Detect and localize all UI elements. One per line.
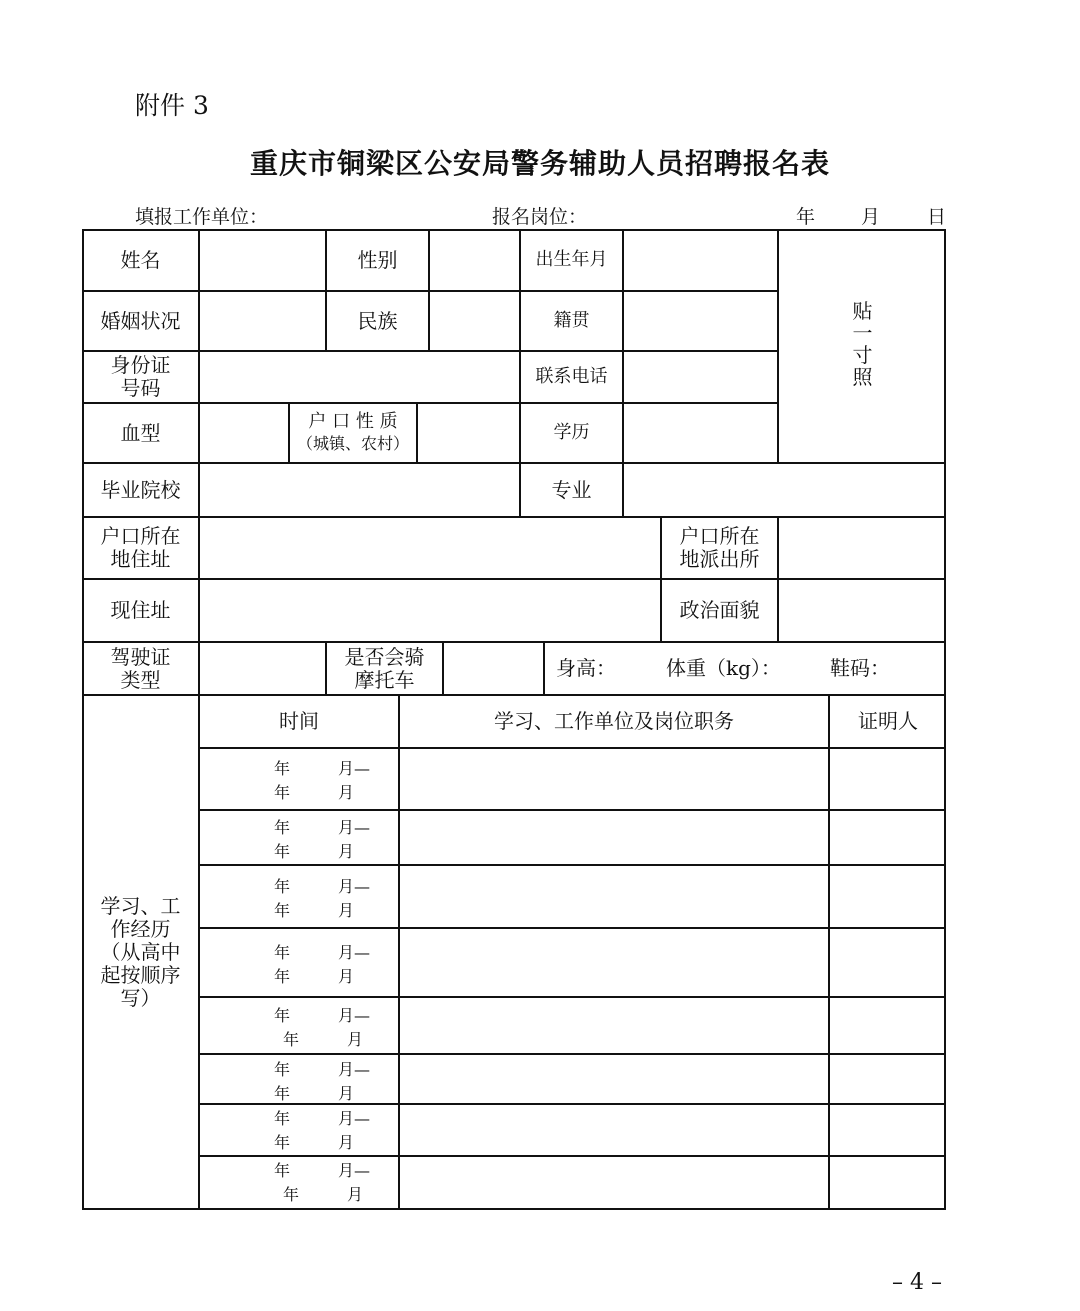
date-year-label: 年 — [796, 206, 816, 228]
label-gender: 性别 — [357, 247, 398, 272]
input-current-address[interactable] — [200, 579, 660, 642]
history-row-7-unit[interactable] — [400, 1104, 828, 1155]
input-license[interactable] — [200, 642, 325, 695]
input-id-number[interactable] — [200, 351, 519, 403]
history-row-4-witness[interactable] — [830, 928, 946, 996]
unit-label: 填报工作单位： — [135, 206, 269, 228]
input-gender[interactable] — [430, 229, 519, 291]
history-row-5-unit[interactable] — [400, 997, 828, 1053]
input-phone[interactable] — [624, 351, 777, 403]
input-political[interactable] — [779, 579, 946, 642]
label-license: 驾驶证 类型 — [110, 644, 171, 692]
label-hukou-type: 户 口 性 质 （城镇、农村） — [296, 411, 409, 453]
history-row-1-unit[interactable] — [400, 748, 828, 809]
history-row-6-unit[interactable] — [400, 1054, 828, 1103]
col-header-time: 时间 — [279, 708, 319, 733]
label-education: 学历 — [553, 422, 590, 443]
page-number: – 4 – — [892, 1270, 942, 1295]
label-hukou-address: 户口所在 地住址 — [100, 524, 181, 571]
input-birth[interactable] — [624, 229, 777, 291]
label-birth: 出生年月 — [535, 249, 608, 270]
label-school: 毕业院校 — [100, 477, 181, 502]
history-row-5-date[interactable]: 年 月— 年 月 — [274, 1006, 371, 1049]
label-political: 政治面貌 — [679, 598, 760, 622]
label-weight[interactable]: 体重（kg）： — [666, 656, 781, 680]
history-row-2-witness[interactable] — [830, 810, 946, 864]
label-major: 专业 — [551, 477, 592, 502]
input-ethnicity[interactable] — [430, 291, 519, 351]
label-name: 姓名 — [120, 247, 161, 272]
history-row-8-unit[interactable] — [400, 1156, 828, 1208]
history-row-5-witness[interactable] — [830, 997, 946, 1053]
col-header-witness: 证明人 — [858, 708, 918, 733]
input-marital[interactable] — [200, 291, 325, 351]
history-row-1-date[interactable]: 年 月— 年 月 — [274, 759, 371, 802]
label-marital: 婚姻状况 — [100, 308, 181, 333]
label-hukou-police: 户口所在 地派出所 — [679, 524, 760, 571]
input-hukou-type[interactable] — [418, 403, 519, 463]
input-motorcycle[interactable] — [444, 642, 543, 695]
label-history: 学习、工 作经历 （从高中 起按顺序 写） — [100, 894, 181, 1010]
history-row-6-witness[interactable] — [830, 1054, 946, 1103]
history-row-8-date[interactable]: 年 月— 年 月 — [274, 1161, 371, 1204]
input-education[interactable] — [624, 403, 777, 463]
history-row-3-witness[interactable] — [830, 865, 946, 927]
history-row-7-witness[interactable] — [830, 1104, 946, 1155]
registration-form — [82, 229, 946, 1210]
history-row-3-date[interactable]: 年 月— 年 月 — [274, 877, 371, 920]
date-month-label: 月 — [861, 206, 881, 228]
history-row-7-date[interactable]: 年 月— 年 月 — [274, 1109, 371, 1152]
history-row-6-date[interactable]: 年 月— 年 月 — [274, 1060, 371, 1103]
input-major[interactable] — [624, 463, 946, 517]
date-day-label: 日 — [927, 206, 947, 228]
history-row-3-unit[interactable] — [400, 865, 828, 927]
history-row-2-unit[interactable] — [400, 810, 828, 864]
label-ethnicity: 民族 — [357, 308, 398, 333]
history-row-8-witness[interactable] — [830, 1156, 946, 1208]
label-id-number: 身份证 号码 — [110, 353, 171, 400]
photo-placeholder[interactable]: 贴 一 寸 照 — [852, 299, 873, 389]
label-motorcycle: 是否会骑 摩托车 — [344, 644, 425, 692]
input-origin[interactable] — [624, 291, 777, 351]
label-height[interactable]: 身高： — [556, 656, 616, 680]
input-hukou-police[interactable] — [779, 517, 946, 579]
attachment-label: 附件 3 — [135, 91, 209, 120]
input-hukou-address[interactable] — [200, 517, 660, 579]
history-row-2-date[interactable]: 年 月— 年 月 — [274, 818, 371, 861]
input-school[interactable] — [200, 463, 519, 517]
label-origin: 籍贯 — [553, 310, 590, 331]
label-phone: 联系电话 — [535, 366, 608, 387]
input-name[interactable] — [200, 229, 325, 291]
history-row-4-date[interactable]: 年 月— 年 月 — [274, 943, 371, 986]
input-blood[interactable] — [200, 403, 288, 463]
history-row-1-witness[interactable] — [830, 748, 946, 809]
label-current-address: 现住址 — [110, 598, 171, 622]
history-row-4-unit[interactable] — [400, 928, 828, 996]
label-blood: 血型 — [120, 420, 161, 445]
form-title: 重庆市铜梁区公安局警务辅助人员招聘报名表 — [249, 147, 830, 180]
col-header-unit: 学习、工作单位及岗位职务 — [494, 708, 734, 733]
position-label: 报名岗位： — [492, 206, 588, 228]
label-shoe-size[interactable]: 鞋码： — [830, 656, 890, 680]
